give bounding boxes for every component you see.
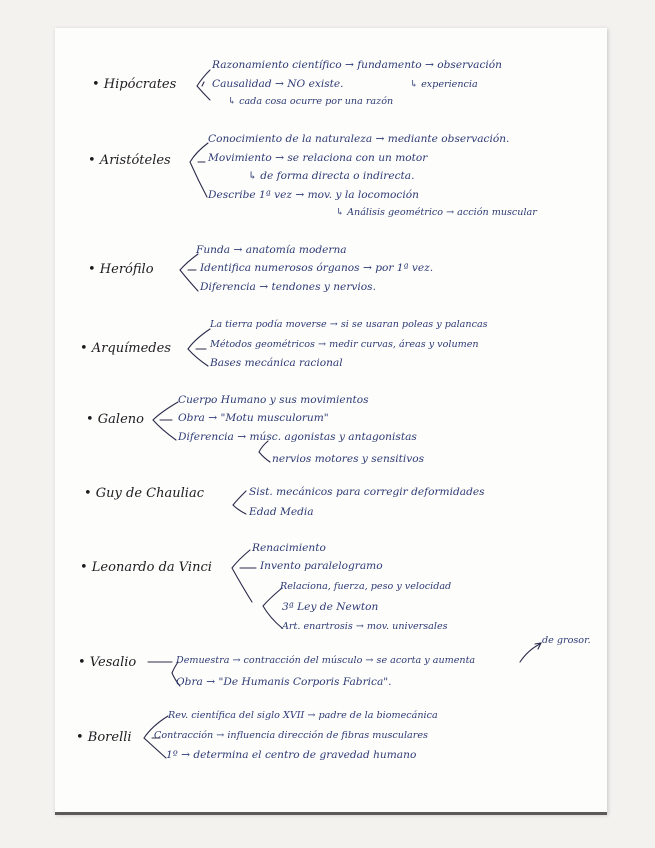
bracket-herofilo xyxy=(180,254,198,291)
bracket-aristoteles xyxy=(190,143,208,197)
note-line: Edad Media xyxy=(249,506,314,518)
bracket-galeno-sub xyxy=(259,441,270,462)
section-title-herofilo: • Herófilo xyxy=(88,262,154,277)
arrow-vesalio-grosor xyxy=(520,643,541,662)
bracket-leonardo-sub xyxy=(263,588,282,628)
note-line: Sist. mecánicos para corregir deformidades xyxy=(249,486,485,498)
note-line: ↳ Análisis geométrico → acción muscular xyxy=(336,207,537,218)
note-line: Conocimiento de la naturaleza → mediante observación. xyxy=(208,133,510,145)
note-line: Obra → "De Humanis Corporis Fabrica". xyxy=(176,676,392,688)
note-line: Movimiento → se relaciona con un motor xyxy=(208,152,428,164)
note-line: Describe 1ª vez → mov. y la locomoción xyxy=(208,189,419,201)
note-line: Art. enartrosis → mov. universales xyxy=(282,621,448,632)
bracket-hipocrates xyxy=(197,70,210,100)
note-line: Funda → anatomía moderna xyxy=(196,244,347,256)
note-line: Renacimiento xyxy=(252,542,326,554)
bracket-galeno xyxy=(153,402,178,440)
note-line: Diferencia → músc. agonistas y antagonistas xyxy=(178,431,417,443)
bracket-leonardo xyxy=(232,550,256,602)
section-title-galeno: • Galeno xyxy=(86,412,144,427)
section-title-hipocrates: • Hipócrates xyxy=(92,77,177,92)
note-line: Contracción → influencia dirección de fibras musculares xyxy=(154,730,428,741)
note-line: Relaciona, fuerza, peso y velocidad xyxy=(280,581,452,592)
note-line: 3ª Ley de Newton xyxy=(282,601,379,613)
bracket-arquimedes xyxy=(188,329,210,366)
note-line: 1º → determina el centro de gravedad humano xyxy=(166,749,417,761)
note-line: Diferencia → tendones y nervios. xyxy=(200,281,376,293)
note-line: Cuerpo Humano y sus movimientos xyxy=(178,394,369,406)
note-line: ↳ experiencia xyxy=(410,79,478,90)
note-line: ↳ de forma directa o indirecta. xyxy=(248,170,415,182)
note-line: de grosor. xyxy=(542,635,591,646)
section-title-vesalio: • Vesalio xyxy=(78,655,137,670)
note-line: Razonamiento científico → fundamento → observación xyxy=(212,59,503,71)
note-line: Demuestra → contracción del músculo → se acorta y aumenta xyxy=(176,655,476,666)
section-title-guy-de-chauliac: • Guy de Chauliac xyxy=(84,486,204,501)
note-line: Bases mecánica racional xyxy=(210,357,343,369)
section-title-arquimedes: • Arquímedes xyxy=(80,341,171,356)
note-line: nervios motores y sensitivos xyxy=(272,453,425,465)
section-title-aristoteles: • Aristóteles xyxy=(88,153,171,168)
note-line: Invento paralelogramo xyxy=(260,560,383,572)
bracket-guy xyxy=(233,491,246,514)
section-title-borelli: • Borelli xyxy=(76,730,132,745)
note-line: Causalidad → NO existe. xyxy=(212,78,344,90)
note-line: ↳ cada cosa ocurre por una razón xyxy=(228,96,394,107)
note-line: Rev. científica del siglo XVII → padre de la biomecánica xyxy=(168,710,438,721)
note-line: Obra → "Motu musculorum" xyxy=(178,412,329,424)
note-line: Identifica numerosos órganos → por 1ª vez. xyxy=(200,262,434,274)
section-title-leonardo: • Leonardo da Vinci xyxy=(80,560,212,575)
note-line: La tierra podía moverse → si se usaran poleas y palancas xyxy=(210,319,488,330)
note-line: Métodos geométricos → medir curvas, áreas y volumen xyxy=(210,339,479,350)
